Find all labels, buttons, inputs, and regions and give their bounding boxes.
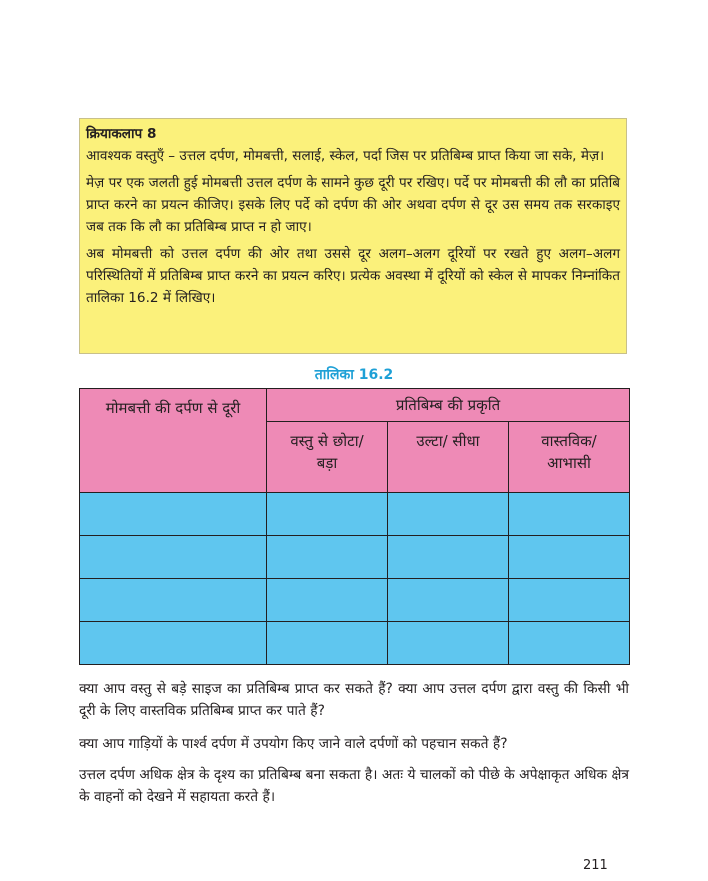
activity-title: क्रियाकलाप 8 [86, 126, 157, 142]
table-cell [388, 622, 509, 665]
paragraph-convex-mirror: उत्तल दर्पण अधिक क्षेत्र के दृश्य का प्रतिबिम्ब बना सकता है। अतः ये चालकों को पीछे के अपेक्षाकृत अधिक क्षेत्र के वाहनों को देखने में सहायता करते हैं। [79, 767, 629, 805]
table-cell [509, 536, 630, 579]
table-caption: तालिका 16.2 [314, 367, 394, 383]
table-cell [388, 536, 509, 579]
header-real-virtual: वास्तविक/ आभासी [509, 422, 630, 493]
table-cell [509, 579, 630, 622]
activity-materials: आवश्यक वस्तुएँ – उत्तल दर्पण, मोमबत्ती, सलाई, स्केल, पर्दा जिस पर प्रतिबिम्ब प्राप्त किया जा सके, मेज़। [86, 148, 605, 164]
question-2: क्या आप गाड़ियों के पार्श्व दर्पण में उपयोग किए जाने वाले दर्पणों को पहचान सकते हैं? [79, 736, 508, 752]
table-cell [267, 493, 388, 536]
table-cell [80, 493, 267, 536]
question-1: क्या आप वस्तु से बड़े साइज का प्रतिबिम्ब प्राप्त कर सकते हैं? क्या आप उत्तल दर्पण द्वारा वस्तु की किसी भी दूरी के लिए वास्तविक प्रतिबिम्ब प्राप्त कर पाते हैं? [79, 681, 629, 719]
table-cell [267, 579, 388, 622]
table-cell [80, 622, 267, 665]
table-row [80, 536, 630, 579]
header-image-nature: प्रतिबिम्ब की प्रकृति [267, 389, 630, 422]
activity-paragraph-2: अब मोमबत्ती को उत्तल दर्पण की ओर तथा उससे दूर अलग–अलग दूरियों पर रखते हुए अलग–अलग परिस्थितियों में प्रतिबिम्ब प्राप्त करने का प्रयत्न करिए। प्रत्येक अवस्था में दूरियों को स्केल से मापकर निम्नांकित तालिका 16.2 में लिखिए। [86, 246, 620, 306]
table-row [80, 622, 630, 665]
activity-paragraph-1: मेज़ पर एक जलती हुई मोमबत्ती उत्तल दर्पण के सामने कुछ दूरी पर रखिए। पर्दे पर मोमबत्ती की लौ का प्रतिबि प्राप्त करने का प्रयत्न कीजिए। इसके लिए पर्दे को दर्पण की ओर अथवा दर्पण से दूर उस समय तक सरकाइए जब तक कि लौ का प्रतिबिम्ब प्राप्त न हो जाए। [86, 175, 620, 235]
table-cell [80, 579, 267, 622]
header-size: वस्तु से छोटा/बड़ा [267, 422, 388, 493]
activity-box [79, 118, 627, 354]
table-row [80, 493, 630, 536]
table-cell [388, 493, 509, 536]
table-cell [509, 622, 630, 665]
table-row [80, 579, 630, 622]
table-cell [80, 536, 267, 579]
table-cell [388, 579, 509, 622]
observation-table [79, 388, 630, 665]
header-orientation: उल्टा/ सीधा [388, 422, 509, 493]
page-number: 211 [583, 858, 608, 873]
table-cell [267, 622, 388, 665]
table-cell [509, 493, 630, 536]
table-cell [267, 536, 388, 579]
header-distance: मोमबत्ती की दर्पण से दूरी [80, 389, 267, 493]
